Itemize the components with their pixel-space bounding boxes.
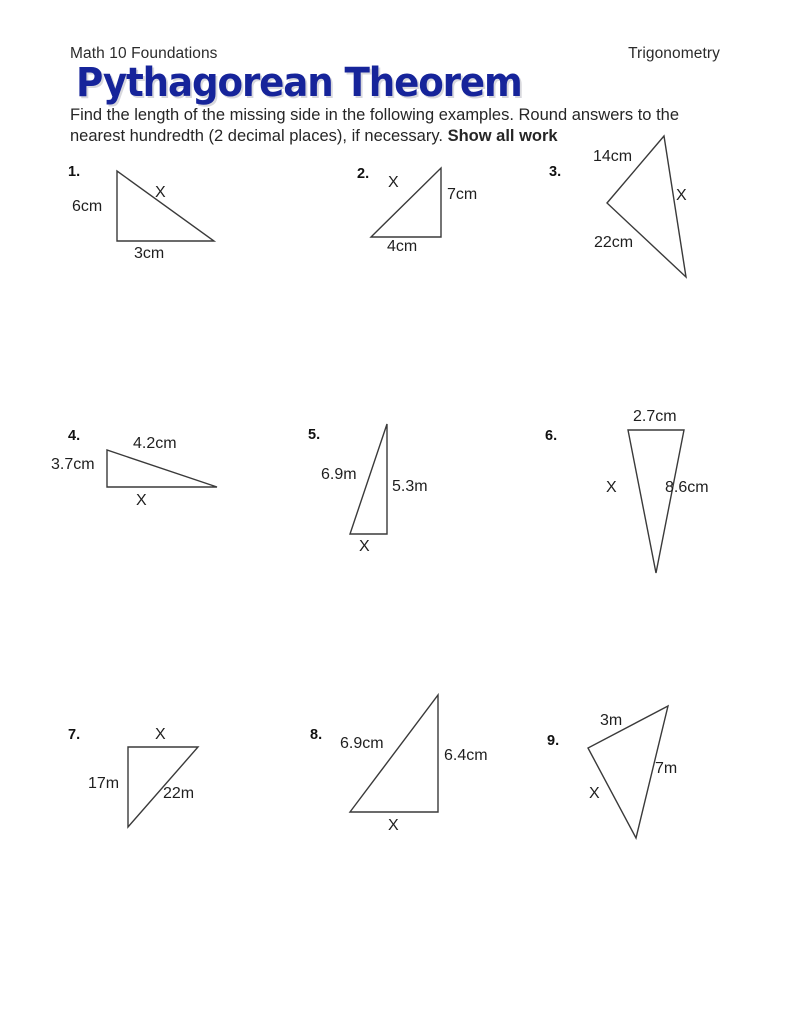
problem-8-label-vertical: 6.4cm bbox=[444, 747, 488, 764]
problem-7-label-horizontal: X bbox=[155, 726, 166, 743]
triangle-8 bbox=[350, 695, 438, 812]
problem-5-label-vertical: 5.3m bbox=[392, 478, 428, 495]
problem-6-label-vertical: X bbox=[606, 479, 617, 496]
course-label: Math 10 Foundations bbox=[70, 45, 218, 62]
problem-9-label-hypotenuse: 7m bbox=[655, 760, 678, 777]
problem-5-label-horizontal: X bbox=[359, 538, 370, 555]
problem-5-label-hypotenuse: 6.9m bbox=[321, 466, 357, 483]
problem-3-label-upper-leg: 14cm bbox=[593, 148, 633, 165]
problem-4-label-hypotenuse: 4.2cm bbox=[133, 435, 177, 452]
problem-number-5: 5. bbox=[308, 427, 321, 443]
problem-number-1: 1. bbox=[68, 164, 81, 180]
page-title: Pythagorean Theorem bbox=[76, 60, 522, 106]
problem-number-9: 9. bbox=[547, 733, 560, 749]
problem-1-label-vertical: 6cm bbox=[72, 198, 103, 215]
problem-1-label-hypotenuse: X bbox=[155, 184, 166, 201]
triangle-6 bbox=[628, 430, 684, 573]
problem-number-2: 2. bbox=[357, 166, 370, 182]
problem-6-label-hypotenuse: 8.6cm bbox=[665, 479, 709, 496]
topic-label: Trigonometry bbox=[628, 45, 720, 62]
problem-1-label-horizontal: 3cm bbox=[134, 245, 165, 262]
problem-4-label-horizontal: X bbox=[136, 492, 147, 509]
instructions-body: Find the length of the missing side in the following examples. Round answers to the nearest hundredth (2 decimal places), if necessary. bbox=[70, 106, 680, 145]
problem-3-label-hypotenuse: X bbox=[676, 187, 687, 204]
triangle-1 bbox=[117, 171, 214, 241]
problem-number-8: 8. bbox=[310, 727, 323, 743]
problem-2-label-hypotenuse: X bbox=[388, 174, 399, 191]
problem-2-label-vertical: 7cm bbox=[447, 186, 478, 203]
problem-8-label-horizontal: X bbox=[388, 817, 399, 834]
problem-number-6: 6. bbox=[545, 428, 558, 444]
problem-number-7: 7. bbox=[68, 727, 81, 743]
problem-7-label-hypotenuse: 22m bbox=[163, 785, 195, 802]
problem-9-label-lower-leg: X bbox=[589, 785, 600, 802]
instructions-text bbox=[70, 105, 710, 147]
instructions-emphasis: Show all work bbox=[447, 127, 558, 145]
problem-3-label-lower-leg: 22cm bbox=[594, 234, 634, 251]
problem-number-4: 4. bbox=[68, 428, 81, 444]
problem-2-label-horizontal: 4cm bbox=[387, 238, 418, 255]
problem-6-label-horizontal: 2.7cm bbox=[633, 408, 677, 425]
triangle-2 bbox=[371, 168, 441, 237]
problem-4-label-vertical: 3.7cm bbox=[51, 456, 95, 473]
triangle-4 bbox=[107, 450, 217, 487]
problem-number-3: 3. bbox=[549, 164, 562, 180]
problem-9-label-upper-leg: 3m bbox=[600, 712, 623, 729]
problem-8-label-hypotenuse: 6.9cm bbox=[340, 735, 384, 752]
problem-7-label-vertical: 17m bbox=[88, 775, 120, 792]
